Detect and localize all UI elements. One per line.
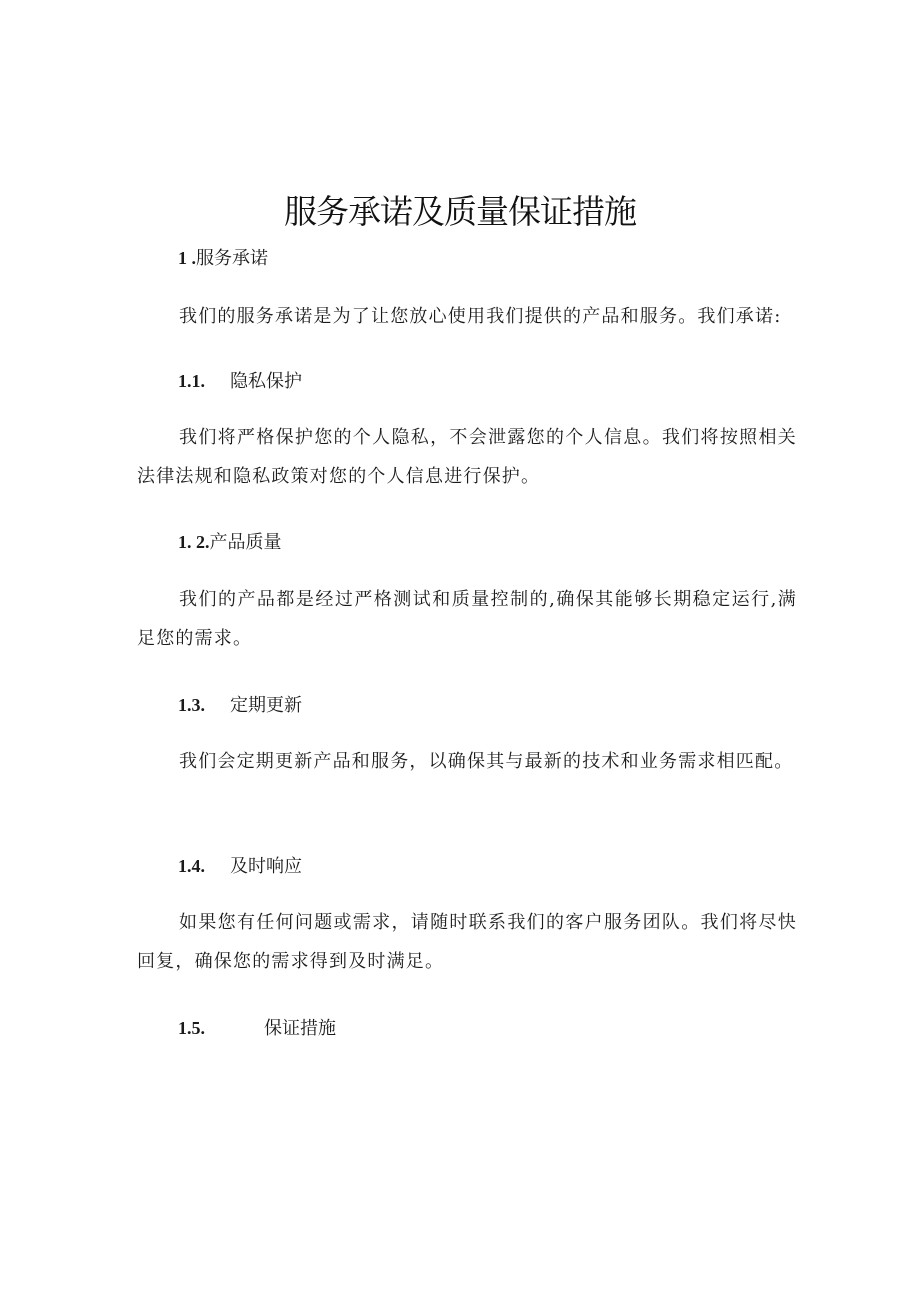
item-number: 1.5. [178, 1018, 205, 1038]
item-heading-1-2 [178, 528, 282, 554]
section-intro: 我们的服务承诺是为了让您放心使用我们提供的产品和服务。我们承诺: [179, 306, 782, 327]
item-heading-1-1 [178, 367, 302, 393]
item-heading-1-5 [178, 1014, 336, 1040]
item-paragraph-1-1: 我们将严格保护您的个人隐私，不会泄露您的个人信息。我们将按照相关法律法规和隐私政策对您的个人信息进行保护。 [137, 427, 797, 487]
item-paragraph-1-2: 我们的产品都是经过严格测试和质量控制的,确保其能够长期稳定运行,满足您的需求。 [137, 589, 797, 649]
item-number: 1.1. [178, 371, 205, 391]
section-number: 1 . [178, 248, 196, 268]
item-label: 隐私保护 [230, 371, 302, 392]
item-heading-1-3 [178, 691, 302, 717]
item-number: 1.4. [178, 856, 205, 876]
item-heading-1-4 [178, 852, 302, 878]
item-paragraph-1-3: 我们会定期更新产品和服务，以确保其与最新的技术和业务需求相匹配。 [179, 751, 794, 772]
item-number: 1. 2. [178, 532, 210, 552]
item-label: 保证措施 [264, 1018, 336, 1039]
section-heading-1 [178, 244, 268, 270]
section-label: 服务承诺 [196, 248, 268, 269]
item-label: 定期更新 [230, 695, 302, 716]
item-label: 产品质量 [209, 532, 282, 553]
document-title: 服务承诺及质量保证措施 [284, 192, 636, 231]
item-paragraph-1-4: 如果您有任何问题或需求，请随时联系我们的客户服务团队。我们将尽快回复，确保您的需求得到及时满足。 [137, 912, 797, 972]
item-label: 及时响应 [230, 856, 302, 877]
item-number: 1.3. [178, 695, 205, 715]
